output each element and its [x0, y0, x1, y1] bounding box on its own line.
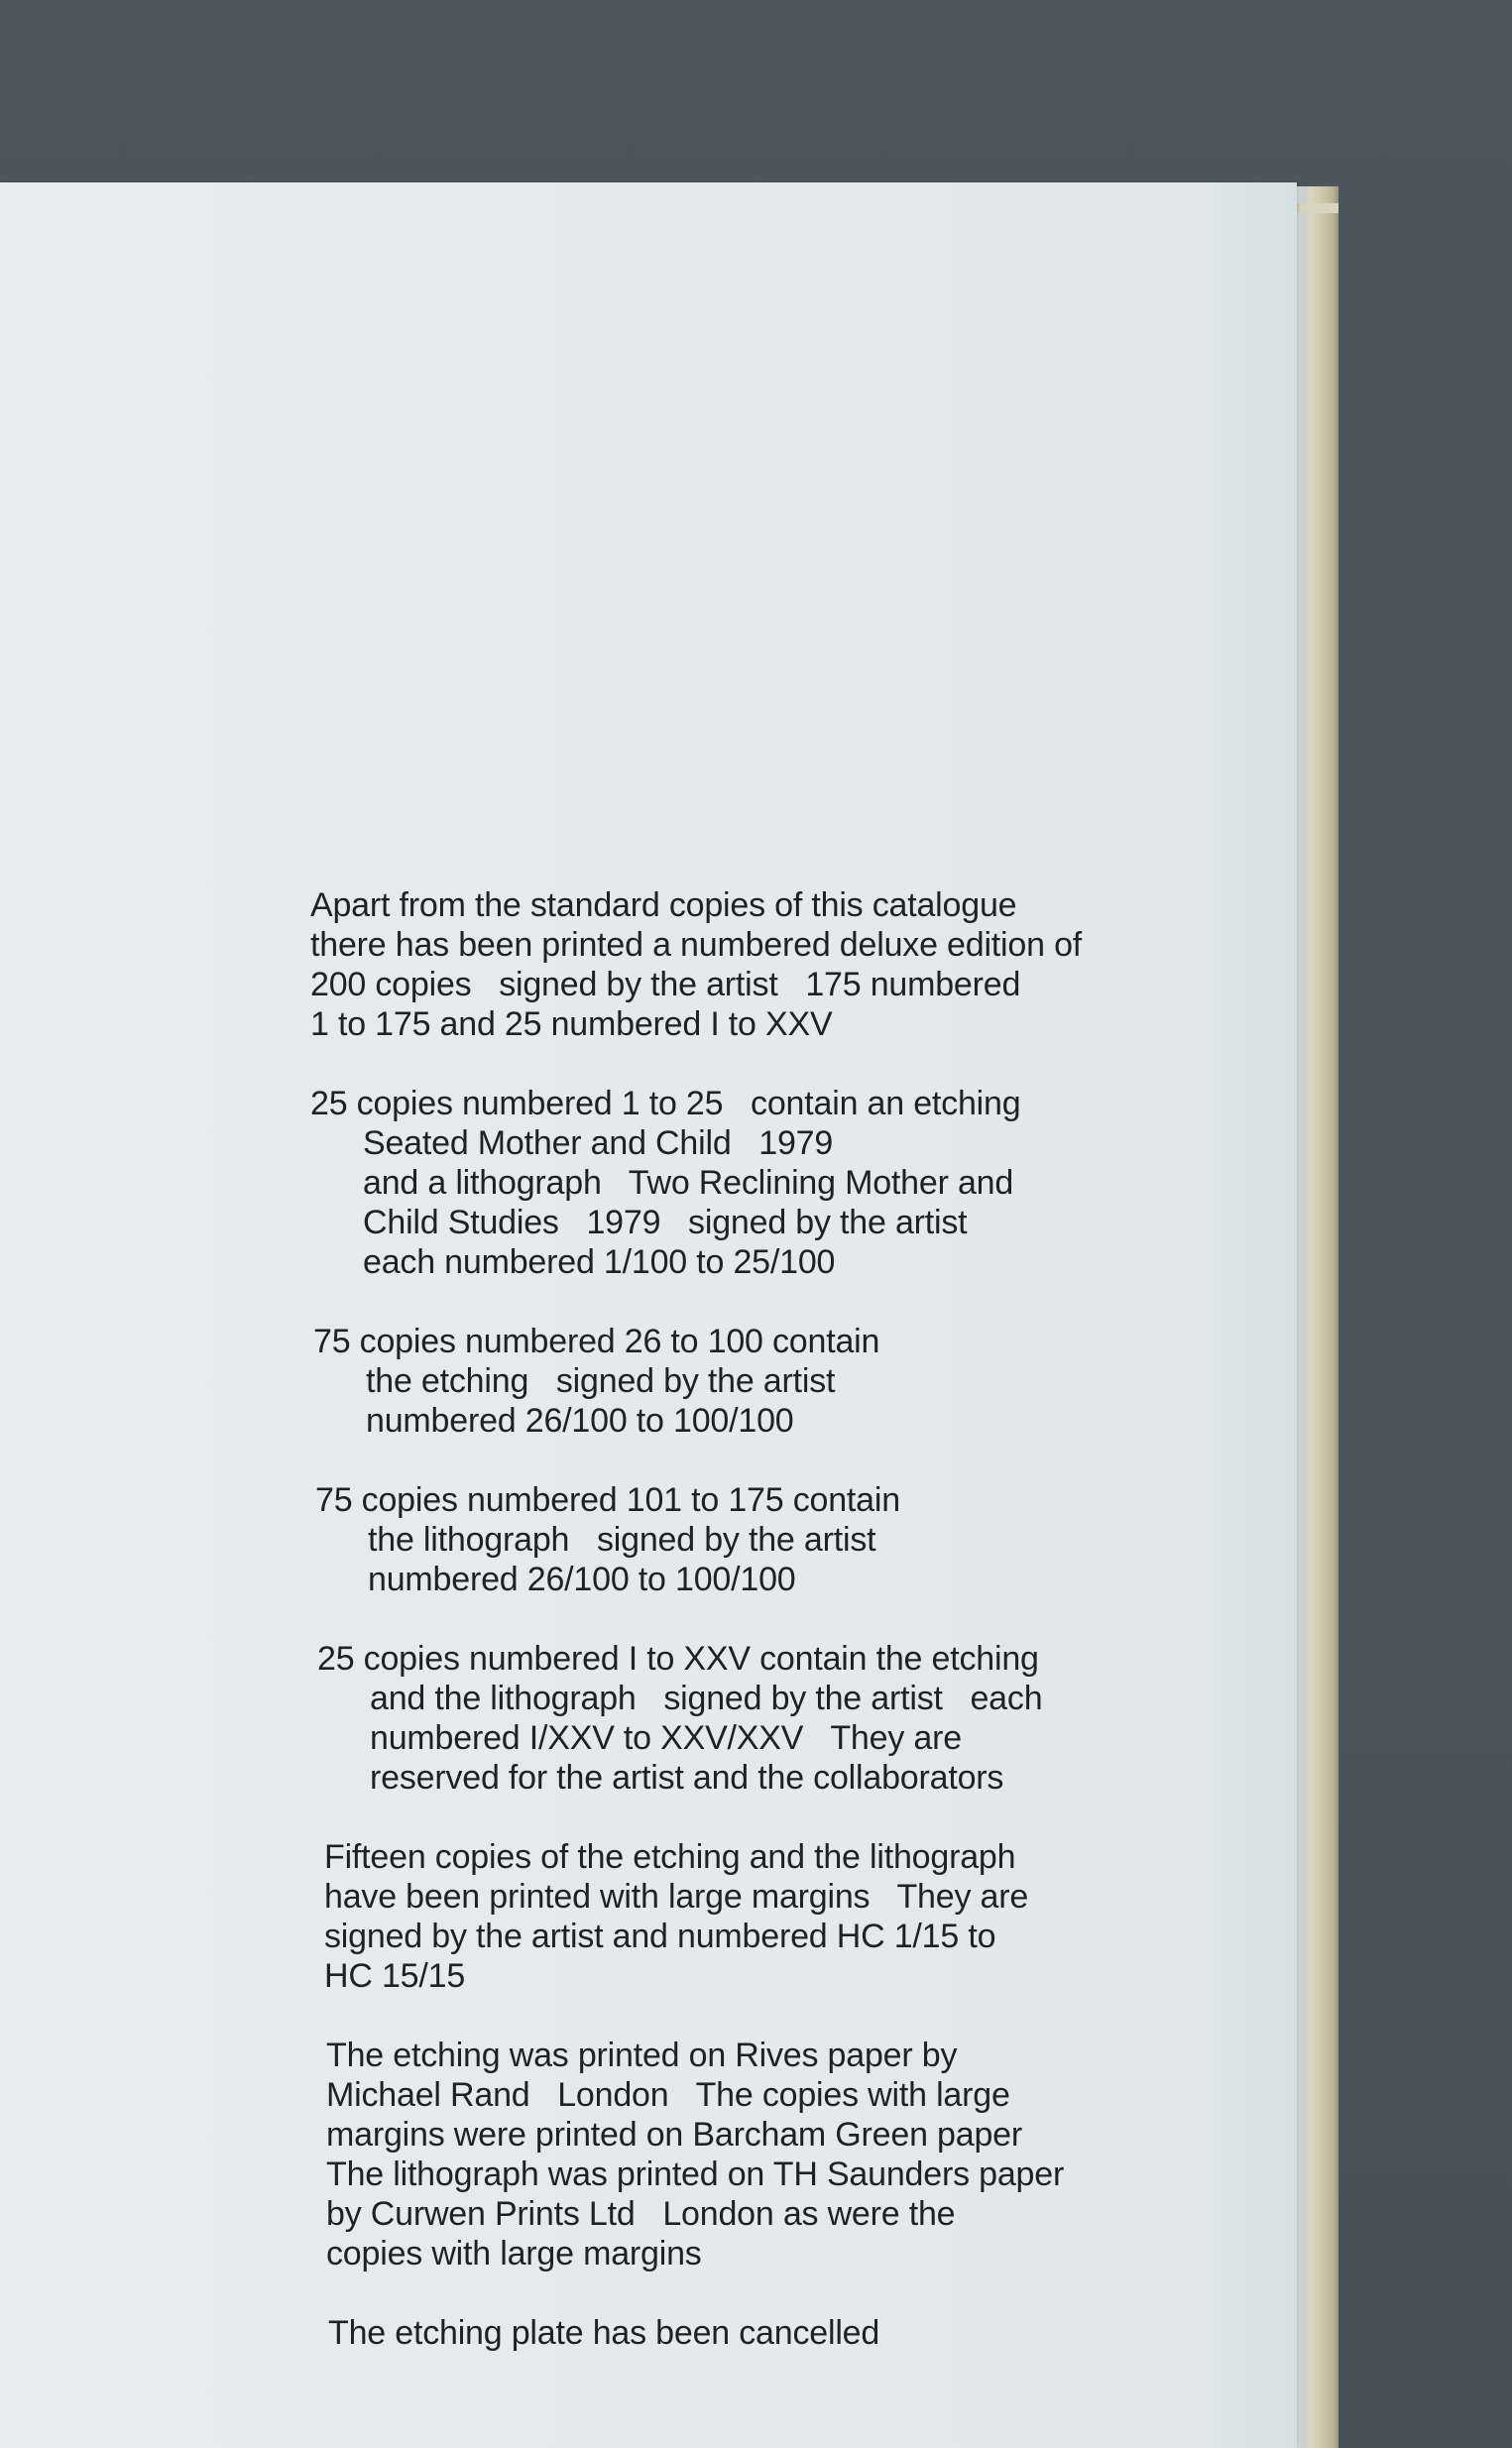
- edition-entry-4: [310, 1639, 1203, 1798]
- paragraph-spacer: [310, 1441, 1203, 1480]
- text-line: The etching was printed on Rives paper by: [326, 2037, 958, 2074]
- text-line: by Curwen Prints Ltd London as were the: [326, 2195, 956, 2233]
- text-line: Seated Mother and Child 1979: [363, 1124, 834, 1162]
- text-line: signed by the artist and numbered HC 1/15 to: [324, 1918, 996, 1955]
- large-margins-paragraph: [310, 1837, 1203, 1996]
- closing-paragraph: [310, 2313, 1203, 2353]
- text-line: The etching plate has been cancelled: [328, 2314, 880, 2352]
- paragraph-spacer: [310, 1996, 1203, 2036]
- text-line: 200 copies signed by the artist 175 numbered: [310, 966, 1021, 1003]
- text-line: The lithograph was printed on TH Saunders paper: [326, 2156, 1065, 2193]
- paragraph-spacer: [310, 1044, 1203, 1084]
- text-line: 1 to 175 and 25 numbered I to XXV: [310, 1005, 833, 1043]
- text-line: margins were printed on Barcham Green paper: [326, 2116, 1022, 2154]
- printing-paragraph: [310, 2036, 1203, 2273]
- text-line: numbered I/XXV to XXV/XXV They are: [370, 1719, 962, 1757]
- text-line: numbered 26/100 to 100/100: [366, 1402, 794, 1440]
- cover-edge: [1294, 203, 1338, 213]
- text-line: the etching signed by the artist: [366, 1362, 836, 1400]
- edition-entry-3: [310, 1480, 1203, 1599]
- text-line: HC 15/15: [324, 1957, 466, 1995]
- text-line: numbered 26/100 to 100/100: [368, 1561, 796, 1598]
- text-line: 75 copies numbered 101 to 175 contain: [315, 1481, 900, 1519]
- text-line: 75 copies numbered 26 to 100 contain: [313, 1323, 880, 1360]
- text-line: Apart from the standard copies of this catalogue: [310, 886, 1017, 924]
- text-line: and the lithograph signed by the artist each: [370, 1680, 1043, 1717]
- text-line: Fifteen copies of the etching and the lithograph: [324, 1838, 1016, 1876]
- paragraph-spacer: [310, 2273, 1203, 2313]
- text-line: and a lithograph Two Reclining Mother and: [363, 1164, 1014, 1202]
- text-line: have been printed with large margins They are: [324, 1878, 1029, 1916]
- colophon-text: [310, 885, 1203, 2353]
- edition-entry-2: [310, 1322, 1203, 1441]
- text-line: Michael Rand London The copies with large: [326, 2076, 1010, 2114]
- text-line: each numbered 1/100 to 25/100: [363, 1243, 836, 1281]
- text-line: Child Studies 1979 signed by the artist: [363, 1204, 968, 1241]
- edition-entry-1: [310, 1084, 1203, 1282]
- intro-paragraph: [310, 885, 1203, 1044]
- paragraph-spacer: [310, 1599, 1203, 1639]
- text-line: there has been printed a numbered deluxe edition of: [310, 926, 1083, 964]
- text-line: 25 copies numbered I to XXV contain the etching: [317, 1640, 1039, 1678]
- text-line: 25 copies numbered 1 to 25 contain an etching: [310, 1085, 1021, 1122]
- paragraph-spacer: [310, 1798, 1203, 1837]
- text-line: reserved for the artist and the collaborators: [370, 1759, 1004, 1797]
- text-line: copies with large margins: [326, 2235, 702, 2273]
- paragraph-spacer: [310, 1282, 1203, 1322]
- text-line: the lithograph signed by the artist: [368, 1521, 876, 1559]
